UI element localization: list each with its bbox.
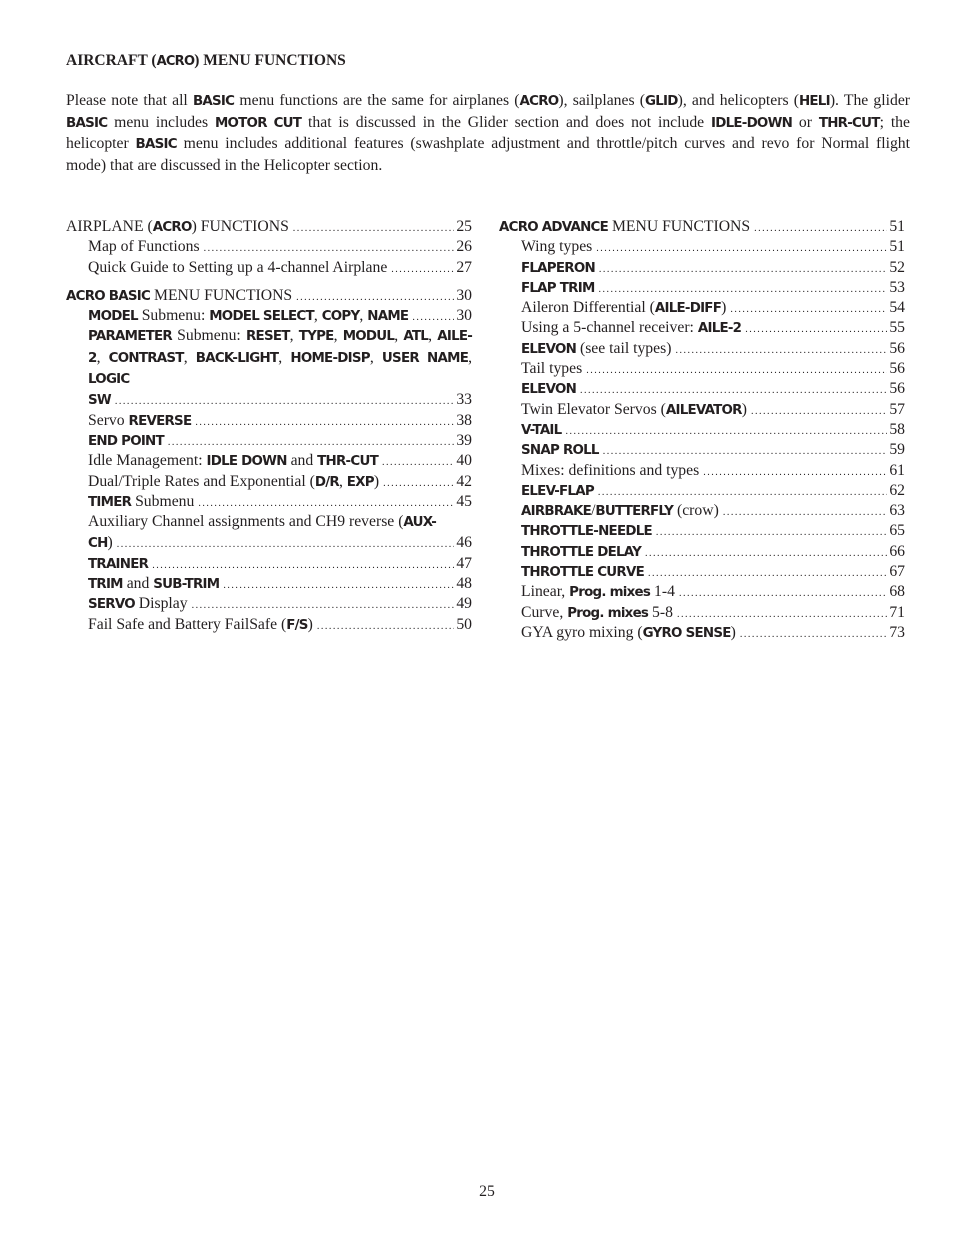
menu-keyword: BASIC	[192, 94, 235, 109]
menu-keyword: BASIC	[135, 137, 177, 152]
toc-entry[interactable]	[499, 582, 905, 602]
text-run: or	[792, 113, 819, 131]
toc-entry-multiline[interactable]	[66, 326, 472, 410]
heading-suffix: ) MENU FUNCTIONS	[194, 52, 346, 69]
text-run: ). The glider	[829, 92, 911, 109]
text-run: Aileron Differential (	[521, 299, 655, 317]
menu-keyword: REVERSE	[128, 413, 192, 429]
text-run: Curve,	[521, 603, 568, 621]
toc-entry-label	[66, 286, 292, 307]
text-run: AIRPLANE (	[66, 218, 153, 235]
dot-leader	[750, 217, 887, 239]
dot-leader	[641, 542, 887, 564]
menu-keyword: EXP	[346, 474, 374, 490]
toc-entry[interactable]	[66, 237, 472, 257]
dot-leader	[576, 379, 887, 401]
dot-leader	[671, 339, 887, 361]
menu-keyword: PARAMETER	[88, 329, 172, 345]
toc-page-number: 71	[889, 603, 905, 621]
toc-page-number: 67	[889, 563, 905, 581]
toc-entry-label	[88, 554, 148, 575]
dot-leader	[111, 390, 454, 412]
toc-entry[interactable]	[88, 390, 472, 410]
toc-entry[interactable]	[66, 286, 472, 306]
menu-keyword: BUTTERFLY	[595, 504, 674, 520]
menu-keyword: ELEVON	[521, 382, 577, 398]
toc-entry[interactable]	[499, 298, 905, 318]
toc-entry-label	[521, 420, 561, 441]
toc-entry[interactable]	[66, 615, 472, 635]
toc-entry[interactable]	[499, 461, 905, 481]
toc-entry-label	[521, 521, 652, 542]
toc-entry[interactable]	[66, 431, 472, 451]
toc-entry-label	[88, 451, 378, 472]
text-run: )	[373, 472, 380, 490]
menu-keyword: V-TAIL	[521, 422, 562, 438]
text-run: /	[591, 502, 596, 520]
menu-keyword: AIRBRAKE	[521, 504, 592, 520]
toc-page-number: 68	[889, 583, 905, 601]
dot-leader	[200, 237, 454, 259]
text-run: )	[741, 400, 747, 418]
toc-entry-text	[88, 512, 472, 533]
toc-entry[interactable]	[88, 533, 472, 553]
toc-page-number: 46	[456, 534, 472, 552]
toc-entry[interactable]	[499, 562, 905, 582]
toc-page-number: 63	[889, 502, 905, 520]
menu-keyword: ATL	[403, 329, 429, 345]
text-run: ,	[96, 348, 109, 366]
text-run: ,	[338, 472, 347, 490]
toc-entry[interactable]	[499, 420, 905, 440]
toc-entry[interactable]	[66, 594, 472, 614]
page-number: 25	[479, 1183, 495, 1200]
dot-leader	[736, 623, 887, 645]
text-run: and	[122, 575, 154, 593]
toc-entry-label	[88, 615, 313, 636]
text-run: Please note that all	[66, 92, 193, 109]
toc-left-column	[66, 217, 472, 635]
menu-keyword: THROTTLE CURVE	[521, 565, 644, 581]
text-run: and	[286, 452, 318, 470]
text-run: ,	[278, 348, 291, 366]
toc-entry-label	[521, 278, 595, 299]
dot-leader	[292, 286, 454, 308]
dot-leader	[595, 258, 887, 280]
toc-page-number: 55	[889, 319, 905, 337]
toc-page-number: 57	[889, 400, 905, 418]
toc-entry-text	[88, 326, 472, 390]
toc-page-number: 51	[889, 218, 905, 235]
toc-page-number: 56	[889, 360, 905, 378]
dot-leader	[719, 501, 887, 523]
toc-entry[interactable]	[499, 379, 905, 399]
toc-page-number: 26	[456, 238, 472, 256]
menu-keyword: AILE-DIFF	[654, 301, 722, 317]
toc-entry[interactable]	[66, 472, 472, 492]
menu-keyword: AUX-	[403, 515, 437, 531]
heading-prefix: AIRCRAFT (	[66, 52, 157, 69]
toc-page-number: 30	[456, 286, 472, 304]
text-run: GYA gyro mixing (	[521, 623, 643, 641]
toc-page-number: 33	[456, 391, 472, 409]
text-run: ,	[468, 348, 473, 366]
toc-entry[interactable]	[66, 492, 472, 512]
text-run: Map of Functions	[88, 238, 200, 256]
menu-keyword: MODEL SELECT	[209, 309, 314, 325]
menu-keyword: Prog. mixes	[567, 605, 649, 621]
text-run: Tail types	[521, 360, 583, 378]
toc-entry[interactable]	[499, 278, 905, 298]
toc-entry-label	[521, 603, 673, 624]
text-run: Submenu:	[137, 307, 210, 325]
dot-leader	[675, 582, 887, 604]
toc-entry-label	[499, 217, 750, 238]
dot-leader	[582, 359, 887, 381]
toc-entry-label	[88, 594, 188, 615]
text-run: ,	[359, 307, 368, 325]
toc-entry[interactable]	[66, 554, 472, 574]
toc-entry-label	[521, 379, 576, 400]
toc-page-number: 50	[456, 615, 472, 633]
toc-entry[interactable]	[499, 623, 905, 643]
toc-page-number: 38	[456, 411, 472, 429]
menu-keyword: CH	[88, 536, 108, 552]
menu-keyword: GLID	[644, 94, 678, 109]
toc-entry-label	[88, 431, 164, 452]
toc-entry-label	[521, 481, 594, 502]
text-run: Dual/Triple Rates and Exponential (	[88, 472, 315, 490]
text-run: Auxiliary Channel assignments and CH9 reverse (	[88, 513, 404, 531]
menu-keyword: MODUL	[342, 329, 395, 345]
text-run: (crow)	[673, 502, 719, 520]
toc-page-number: 56	[889, 339, 905, 357]
text-run: )	[107, 534, 113, 552]
toc-page-number: 42	[456, 472, 472, 490]
toc-page-number: 27	[456, 258, 472, 276]
toc-entry-label	[521, 318, 741, 339]
dot-leader	[219, 574, 454, 596]
text-run: ,	[289, 327, 299, 345]
section-heading	[66, 52, 346, 70]
toc-entry-label	[88, 258, 387, 278]
menu-keyword: THROTTLE-NEEDLE	[521, 524, 652, 540]
toc-entry-label	[88, 492, 194, 513]
menu-keyword: ELEVON	[521, 341, 577, 357]
toc-entry-label	[521, 237, 592, 257]
menu-keyword: HOME-DISP	[290, 350, 370, 366]
toc-entry-label	[88, 411, 191, 432]
dot-leader	[313, 615, 454, 637]
toc-entry[interactable]	[499, 603, 905, 623]
toc-page-number: 59	[889, 441, 905, 459]
text-run: ), sailplanes (	[558, 92, 645, 109]
menu-keyword: NAME	[367, 309, 409, 325]
text-run: menu includes additional features (swashplate adjustment and throttle/pitch curves and revo for Normal flight mode) that are discussed in the Helicopter section.	[66, 135, 910, 174]
dot-leader	[387, 258, 454, 280]
menu-keyword: D/R	[314, 474, 339, 490]
toc-entry[interactable]	[66, 306, 472, 326]
menu-keyword: BASIC	[66, 115, 108, 131]
toc-page-number: 52	[889, 258, 905, 276]
menu-keyword: SW	[88, 393, 111, 409]
dot-leader	[378, 451, 454, 473]
menu-keyword: TYPE	[298, 329, 334, 345]
toc-entry-label	[88, 237, 200, 257]
toc-entry-label	[88, 533, 113, 554]
text-run: Idle Management:	[88, 452, 207, 470]
menu-keyword: IDLE DOWN	[206, 454, 287, 470]
toc-entry[interactable]	[499, 318, 905, 338]
text-run: ,	[369, 348, 382, 366]
menu-keyword: GYRO SENSE	[642, 625, 731, 641]
text-run: (see tail types)	[576, 339, 672, 357]
toc-entry-label	[521, 298, 726, 319]
dot-leader	[188, 594, 454, 616]
toc-entry-multiline[interactable]	[66, 512, 472, 554]
toc-entry[interactable]	[66, 451, 472, 471]
text-run: 1-4	[650, 583, 675, 601]
text-run: ,	[333, 327, 343, 345]
dot-leader	[599, 440, 887, 462]
toc-page-number: 49	[456, 595, 472, 613]
menu-keyword: ACRO	[519, 94, 559, 109]
text-run: ; the helicopter	[66, 113, 910, 152]
toc-entry[interactable]	[499, 237, 905, 257]
toc-entry[interactable]	[499, 359, 905, 379]
menu-keyword: ACRO ADVANCE	[499, 220, 609, 235]
menu-keyword: TIMER	[88, 494, 132, 510]
dot-leader	[652, 521, 887, 543]
menu-keyword: AILE-2	[697, 321, 742, 337]
toc-entry[interactable]	[499, 217, 905, 237]
text-run: Using a 5-channel receiver:	[521, 319, 698, 337]
intro-paragraph	[66, 91, 910, 176]
menu-keyword: FLAP TRIM	[521, 280, 595, 296]
text-run: that is discussed in the Glider section and does not include	[301, 113, 711, 131]
dot-leader	[595, 278, 887, 300]
menu-keyword: IDLE-DOWN	[710, 115, 793, 131]
text-run: Linear,	[521, 583, 570, 601]
toc-entry-label	[88, 472, 379, 493]
dot-leader	[113, 533, 454, 555]
dot-leader	[747, 400, 887, 422]
text-run: ,	[394, 327, 404, 345]
toc-entry[interactable]	[66, 217, 472, 237]
menu-keyword: ACRO	[152, 220, 192, 235]
toc-entry-label	[521, 562, 644, 583]
toc-page-number: 51	[889, 238, 905, 256]
toc-entry[interactable]	[66, 258, 472, 278]
toc-entry-label	[521, 542, 641, 563]
text-run: Twin Elevator Servos (	[521, 400, 666, 418]
menu-keyword: HELI	[798, 94, 830, 109]
toc-page-number: 30	[456, 307, 472, 325]
menu-keyword: BACK-LIGHT	[195, 350, 279, 366]
text-run: ,	[428, 327, 438, 345]
toc-entry-label	[521, 501, 719, 522]
menu-keyword: TRIM	[88, 577, 123, 593]
text-run: Quick Guide to Setting up a 4-channel Airplane	[88, 258, 388, 276]
menu-keyword: Prog. mixes	[569, 585, 651, 601]
text-run: MENU FUNCTIONS	[150, 286, 293, 304]
menu-keyword: ELEV-FLAP	[521, 483, 594, 499]
toc-page-number: 62	[889, 481, 905, 499]
toc-page-number: 65	[889, 522, 905, 540]
toc-page-number: 47	[456, 554, 472, 572]
menu-keyword: THR-CUT	[317, 454, 378, 470]
menu-keyword: ACRO BASIC	[66, 288, 151, 304]
menu-keyword: THROTTLE DELAY	[521, 544, 642, 560]
toc-page-number: 45	[456, 492, 472, 510]
dot-leader	[561, 420, 887, 442]
toc-entry[interactable]	[499, 258, 905, 278]
toc-page-number: 40	[456, 452, 472, 470]
toc-entry-label	[521, 461, 699, 481]
toc-page-number: 25	[456, 218, 472, 235]
menu-keyword: TRAINER	[88, 556, 149, 572]
toc-right-column	[499, 217, 905, 643]
text-run: Submenu:	[171, 327, 246, 345]
toc-entry[interactable]	[499, 440, 905, 460]
dot-leader	[191, 411, 454, 433]
toc-entry[interactable]	[499, 400, 905, 420]
text-run: MENU FUNCTIONS	[608, 218, 751, 235]
toc-page-number: 73	[889, 623, 905, 641]
menu-keyword: AILE-2	[88, 329, 473, 366]
menu-keyword: SUB-TRIM	[153, 577, 220, 593]
text-run: 5-8	[648, 603, 673, 621]
toc-page-number: 61	[889, 461, 905, 479]
toc-page-number: 58	[889, 420, 905, 438]
toc-entry-label	[521, 339, 671, 360]
toc-page-number: 54	[889, 299, 905, 317]
text-run: menu functions are the same for airplanes (	[234, 92, 520, 109]
toc-entry[interactable]	[499, 481, 905, 501]
text-run: Wing types	[521, 238, 593, 256]
menu-keyword: USER NAME	[381, 350, 469, 366]
text-run: menu includes	[107, 113, 215, 131]
toc-entry-label	[88, 574, 219, 595]
toc-page-number: 48	[456, 575, 472, 593]
text-run: ), and helicopters (	[677, 92, 799, 109]
menu-keyword: FLAPERON	[521, 260, 595, 276]
toc-entry-label	[521, 623, 736, 644]
text-run: ,	[313, 307, 322, 325]
toc-entry-label	[521, 400, 747, 421]
toc-entry-label	[521, 359, 582, 379]
toc-entry[interactable]	[499, 521, 905, 541]
menu-keyword: RESET	[245, 329, 290, 345]
menu-keyword: LOGIC	[88, 372, 130, 388]
dot-leader	[289, 217, 454, 239]
toc-page-number: 53	[889, 278, 905, 296]
heading-keyword: ACRO	[156, 54, 195, 69]
menu-keyword: MODEL	[88, 309, 138, 325]
text-run: )	[721, 299, 727, 317]
menu-keyword: AILEVATOR	[665, 402, 742, 418]
dot-leader	[194, 492, 454, 514]
dot-leader	[379, 472, 454, 494]
text-run: )	[730, 623, 736, 641]
toc-page-number: 66	[889, 542, 905, 560]
text-run: )	[307, 615, 313, 633]
dot-leader	[644, 562, 887, 584]
dot-leader	[673, 603, 887, 625]
toc-entry[interactable]	[499, 501, 905, 521]
toc-entry[interactable]	[499, 542, 905, 562]
dot-leader	[726, 298, 887, 320]
text-run: Servo	[88, 411, 129, 429]
dot-leader	[699, 461, 887, 483]
dot-leader	[148, 554, 454, 576]
toc-entry-label	[88, 390, 111, 411]
text-run: ,	[183, 348, 196, 366]
text-run: ) FUNCTIONS	[191, 218, 289, 235]
text-run: Display	[134, 595, 188, 613]
toc-entry[interactable]	[66, 574, 472, 594]
dot-leader	[164, 431, 454, 453]
text-run: Mixes: definitions and types	[521, 461, 700, 479]
text-run: Submenu	[131, 492, 195, 510]
menu-keyword: SNAP ROLL	[521, 443, 599, 459]
toc-page-number: 39	[456, 431, 472, 449]
dot-leader	[741, 318, 887, 340]
toc-entry[interactable]	[66, 411, 472, 431]
menu-keyword: END POINT	[88, 433, 164, 449]
menu-keyword: SERVO	[88, 597, 135, 613]
toc-entry-label	[521, 582, 675, 603]
menu-keyword: THR-CUT	[818, 115, 880, 131]
toc-entry-label	[521, 258, 595, 279]
menu-keyword: F/S	[286, 617, 308, 633]
toc-entry-label	[88, 306, 408, 327]
dot-leader	[592, 237, 887, 259]
menu-keyword: MOTOR CUT	[214, 115, 302, 131]
toc-page-number: 56	[889, 380, 905, 398]
toc-entry-label	[521, 440, 599, 461]
toc-entry[interactable]	[499, 339, 905, 359]
dot-leader	[594, 481, 887, 503]
dot-leader	[408, 306, 454, 328]
toc-entry-label	[66, 217, 289, 238]
menu-keyword: CONTRAST	[108, 350, 184, 366]
text-run: Fail Safe and Battery FailSafe (	[88, 615, 287, 633]
menu-keyword: COPY	[321, 309, 360, 325]
